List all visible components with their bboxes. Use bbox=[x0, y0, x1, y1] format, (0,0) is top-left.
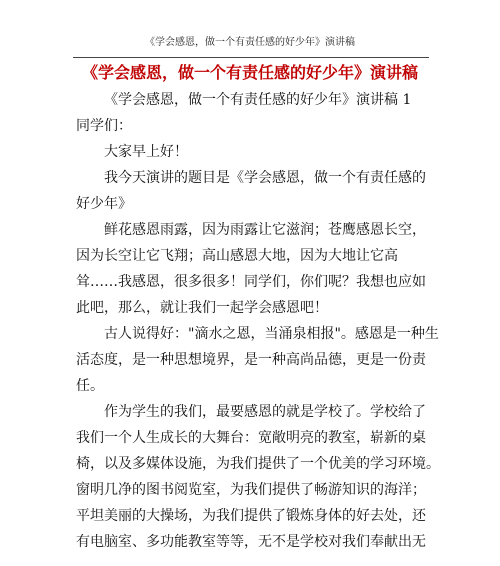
paragraph-line: 椅，以及多媒体设施，为我们提供了一个优美的学习环境。 bbox=[76, 456, 440, 472]
paragraph-line: 有电脑室、多功能教室等等，无不是学校对我们奉献出无 bbox=[76, 534, 426, 550]
paragraph-line: 我们一个人生成长的大舞台：宽敞明亮的教室，崭新的桌 bbox=[76, 430, 426, 446]
paragraph-line: 活态度，是一种思想境界，是一种高尚品德，更是一份责 bbox=[76, 352, 426, 368]
document-title: 《学会感恩，做一个有责任感的好少年》演讲稿 bbox=[81, 63, 418, 82]
running-header: 《学会感恩，做一个有责任感的好少年》演讲稿 bbox=[145, 37, 355, 48]
greeting-line: 同学们： bbox=[76, 118, 132, 134]
document-body bbox=[76, 87, 440, 555]
paragraph-line: 鲜花感恩雨露，因为雨露让它滋润；苍鹰感恩长空， bbox=[104, 222, 426, 238]
paragraph-line: 此吧，那么，就让我们一起学会感恩吧！ bbox=[76, 300, 328, 316]
paragraph-line: 因为长空让它飞翔；高山感恩大地，因为大地让它高 bbox=[76, 248, 398, 264]
paragraph-line: 我今天演讲的题目是《学会感恩，做一个有责任感的 bbox=[104, 170, 426, 186]
header-divider bbox=[73, 57, 429, 58]
paragraph-line: 大家早上好！ bbox=[104, 144, 188, 160]
paragraph-line: 好少年》 bbox=[76, 196, 132, 212]
paragraph-line: 古人说得好："滴水之恩，当涌泉相报"。感恩是一种生 bbox=[104, 326, 439, 342]
paragraph-line: 平坦美丽的大操场，为我们提供了锻炼身体的好去处，还 bbox=[76, 508, 426, 524]
paragraph-line: 作为学生的我们，最要感恩的就是学校了。学校给了 bbox=[104, 404, 426, 420]
paragraph-line: 窗明几净的图书阅览室，为我们提供了畅游知识的海洋； bbox=[76, 482, 426, 498]
paragraph-line: 耸……我感恩，很多很多！同学们，你们呢？我想也应如 bbox=[76, 274, 426, 290]
paragraph-line: 任。 bbox=[76, 378, 104, 394]
subtitle-line: 《学会感恩，做一个有责任感的好少年》演讲稿 1 bbox=[104, 92, 412, 108]
